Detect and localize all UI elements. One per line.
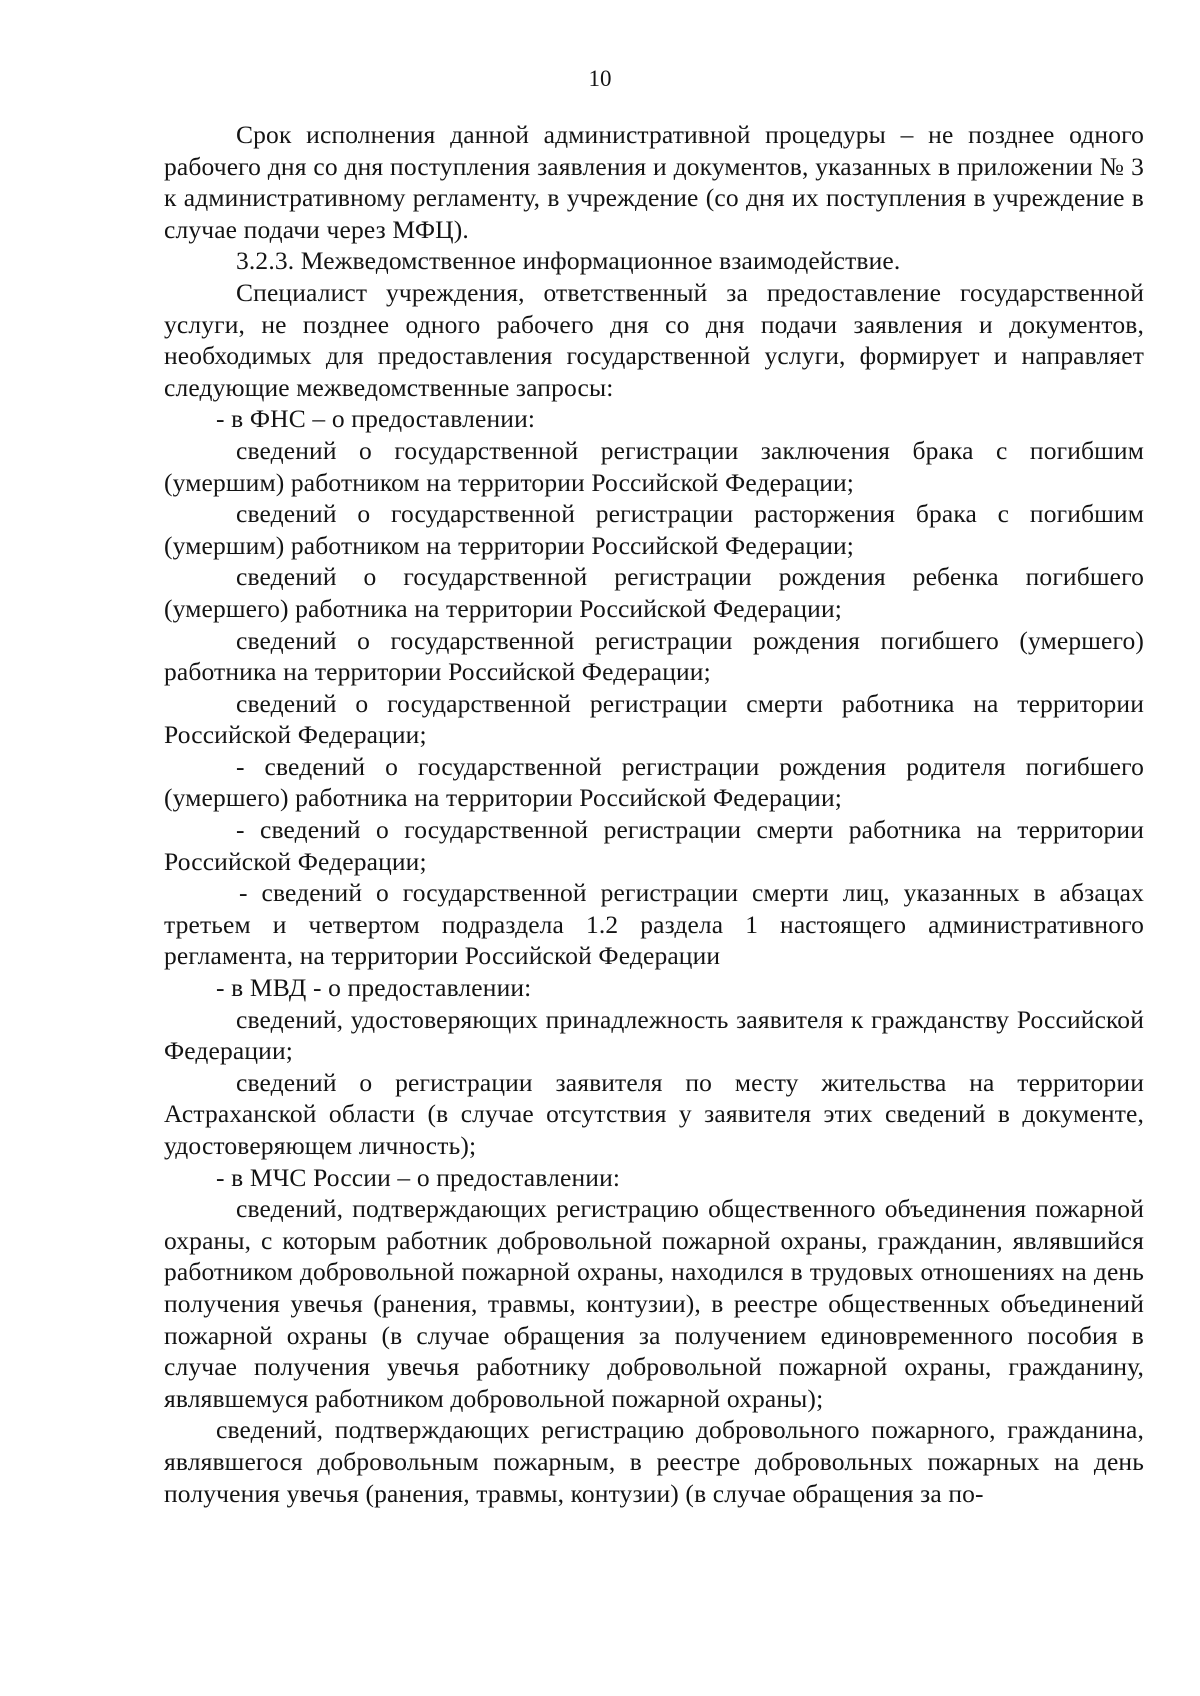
- document-body: [164, 119, 1144, 1509]
- list-item-child-birth: сведений о государственной регистрации рождения ребенка погибшего (умершего) работника на территории Российской Федерации;: [164, 562, 1144, 623]
- paragraph-deadline: Срок исполнения данной административной процедуры – не позднее одного рабочего дня со дня поступления заявления и документов, указанных в приложении № 3 к административному регламенту, в учреждение (со дня их поступления в учреждение в случае подачи через МФЦ).: [164, 120, 1144, 244]
- list-item-persons-death: - сведений о государственной регистрации смерти лиц, указанных в абзацах третьем и четвертом подраздела 1.2 раздела 1 настоящего административного регламента, на территории Российской Федерации: [164, 878, 1144, 971]
- list-item-worker-death-2: - сведений о государственной регистрации смерти работника на территории Российской Федерации;: [164, 815, 1144, 876]
- list-heading-fns: - в ФНС – о предоставлении:: [216, 404, 536, 434]
- list-item-parent-birth: - сведений о государственной регистрации рождения родителя погибшего (умершего) работника на территории Российской Федерации;: [164, 751, 1144, 813]
- list-item-worker-birth: сведений о государственной регистрации рождения погибшего (умершего) работника на территории Российской Федерации;: [164, 625, 1144, 687]
- list-item-fire-association: сведений, подтверждающих регистрацию общественного объединения пожарной охраны, с которым работник добровольной пожарной охраны, гражданин, являвшийся работником добровольной пожарной охраны, находился в трудовых отношениях на день получения увечья (ранения, травмы, контузии), в реестре общественных объединений пожарной охраны (в случае обращения за получением единовременного пособия в случае получения увечья работнику добровольной пожарной охраны, гражданину, являвшемуся работником добровольной пожарной охраны);: [164, 1194, 1144, 1413]
- list-item-divorce: сведений о государственной регистрации расторжения брака с погибшим (умершим) работником на территории Российской Федерации;: [164, 499, 1144, 560]
- list-item-worker-death: сведений о государственной регистрации смерти работника на территории Российской Федерации;: [164, 688, 1144, 750]
- list-heading-mvd: - в МВД - о предоставлении:: [216, 973, 532, 1003]
- list-heading-mchs: - в МЧС России – о предоставлении:: [216, 1162, 621, 1192]
- paragraph-specialist: Специалист учреждения, ответственный за предоставление государственной услуги, не позднее одного рабочего дня со дня подачи заявления и документов, необходимых для предоставления государственной услуги, формирует и направляет следующие межведомственные запросы:: [164, 277, 1144, 402]
- page-number: 10: [588, 66, 612, 91]
- list-item-marriage: сведений о государственной регистрации заключения брака с погибшим (умершим) работником на территории Российской Федерации;: [164, 435, 1144, 497]
- list-item-residence: сведений о регистрации заявителя по месту жительства на территории Астраханской области (в случае отсутствия у заявителя этих сведений в документе, удостоверяющем личность);: [164, 1067, 1144, 1160]
- list-item-volunteer-firefighter: сведений, подтверждающих регистрацию добровольного пожарного, гражданина, являвшегося добровольным пожарным, в реестре добровольных пожарных на день получения увечья (ранения, травмы, контузии) (в случае обращения за по-: [164, 1415, 1144, 1508]
- list-item-citizenship: сведений, удостоверяющих принадлежность заявителя к гражданству Российской Федерации;: [164, 1004, 1144, 1066]
- section-heading-3-2-3: 3.2.3. Межведомственное информационное взаимодействие.: [236, 246, 901, 276]
